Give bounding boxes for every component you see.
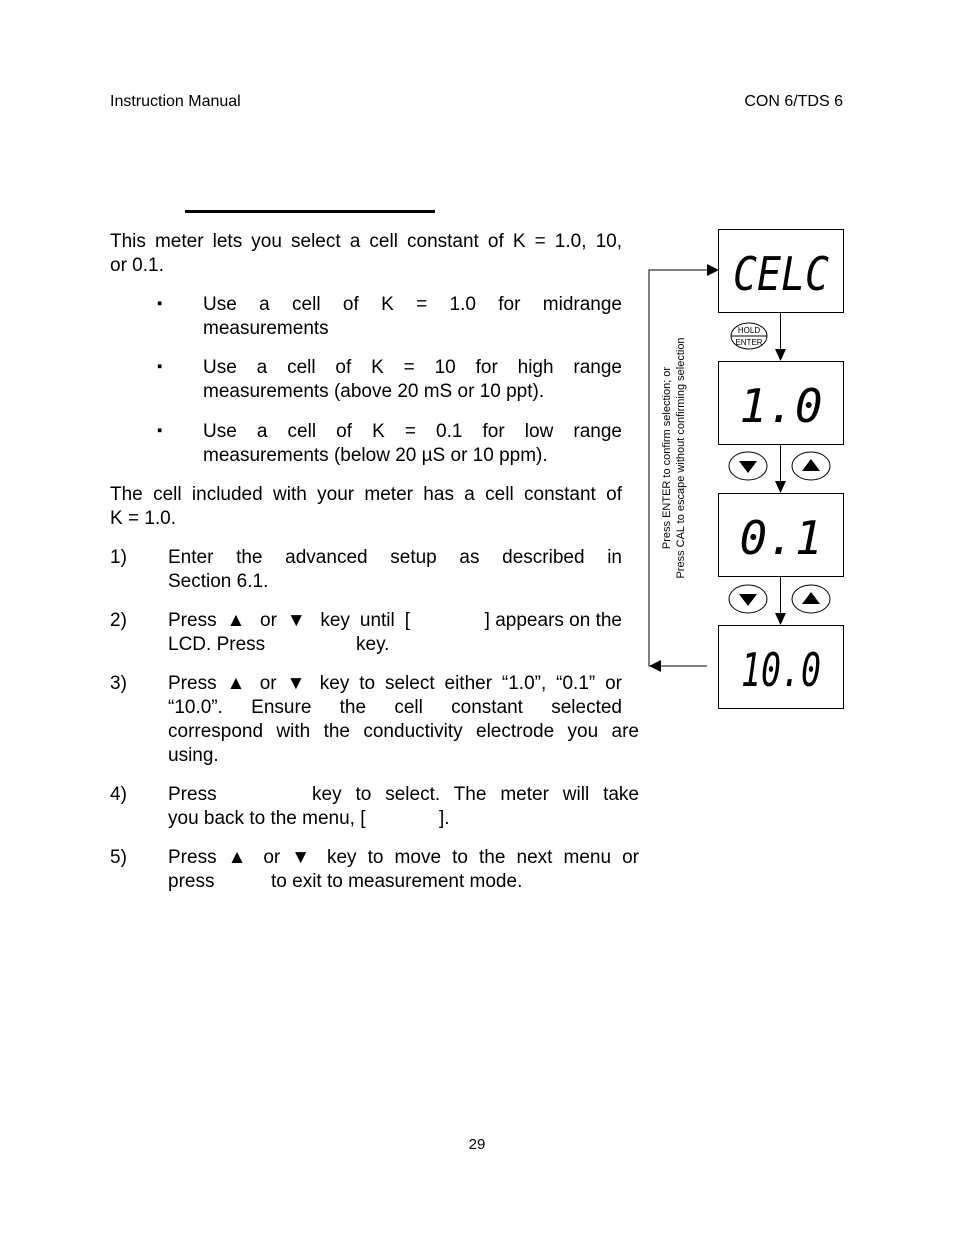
lcd-text-10-0: 10.0 [741, 643, 821, 697]
step-5-part-a: Press ▲ or ▼ key to move to the next menu or [168, 847, 639, 868]
step-3-line-1: Press ▲ or ▼ key to select either “1.0”, “0.1” or [168, 673, 622, 694]
step-2-part-c: LCD. Press [168, 634, 266, 655]
arrow-left-icon [649, 660, 661, 672]
step-2-part-a: Press ▲ or ▼ key until [ [168, 610, 410, 631]
step-3-line-4: using. [168, 745, 219, 766]
bullet-marker: ▪ [157, 358, 163, 375]
step-5-part-c: to exit to measurement mode. [271, 871, 523, 892]
step-3-line-2: “10.0”. Ensure the cell constant selected [168, 697, 622, 718]
enter-label: ENTER [735, 338, 763, 347]
bullet-1-line-2: measurements [203, 318, 329, 339]
step-2-part-d: key. [356, 634, 390, 655]
bullet-marker: ▪ [157, 422, 163, 439]
step-4-part-b: key to select. The meter will take [312, 784, 639, 805]
included-line-1: The cell included with your meter has a cell constant of [110, 484, 622, 505]
arrow-down-icon [775, 481, 786, 493]
lcd-text-0-1: 0.1 [739, 511, 823, 565]
page-number: 29 [468, 1136, 486, 1153]
step-1-line-2: Section 6.1. [168, 571, 269, 592]
step-4-part-c: you back to the menu, [ [168, 808, 366, 829]
side-instruction-1: Press ENTER to confirm selection; or [661, 366, 673, 550]
intro-line-1: This meter lets you select a cell constant of K = 1.0, 10, [110, 231, 622, 252]
bullet-2-line-1: Use a cell of K = 10 for high range [203, 357, 622, 378]
lcd-text-celc: CELC [733, 247, 830, 301]
step-5-part-b: press [168, 871, 215, 892]
step-2-part-b: ] appears on the [484, 610, 622, 631]
intro-line-2: or 0.1. [110, 255, 164, 276]
bullet-3-line-2: measurements (below 20 µS or 10 ppm). [203, 445, 548, 466]
step-1-number: 1) [110, 547, 127, 568]
side-instruction-2: Press CAL to escape without confirming selection [675, 337, 687, 579]
bullet-2-line-2: measurements (above 20 mS or 10 ppt). [203, 381, 545, 402]
step-2-number: 2) [110, 610, 127, 631]
step-4-part-a: Press [168, 784, 217, 805]
hold-label: HOLD [737, 326, 761, 335]
header-left: Instruction Manual [110, 93, 241, 110]
lcd-text-1-0: 1.0 [739, 379, 823, 433]
bullet-marker: ▪ [157, 295, 163, 312]
arrow-right-icon [707, 264, 719, 276]
arrow-down-icon [775, 613, 786, 625]
step-4-number: 4) [110, 784, 127, 805]
arrow-down-icon [775, 349, 786, 361]
bullet-1-line-1: Use a cell of K = 1.0 for midrange [203, 294, 622, 315]
bullet-3-line-1: Use a cell of K = 0.1 for low range [203, 421, 622, 442]
step-3-number: 3) [110, 673, 127, 694]
header-right: CON 6/TDS 6 [744, 93, 843, 110]
step-3-line-3: correspond with the conductivity electrode you are [168, 721, 639, 742]
step-4-part-d: ]. [439, 808, 450, 829]
step-1-line-1: Enter the advanced setup as described in [168, 547, 622, 568]
step-5-number: 5) [110, 847, 127, 868]
included-line-2: K = 1.0. [110, 508, 177, 529]
